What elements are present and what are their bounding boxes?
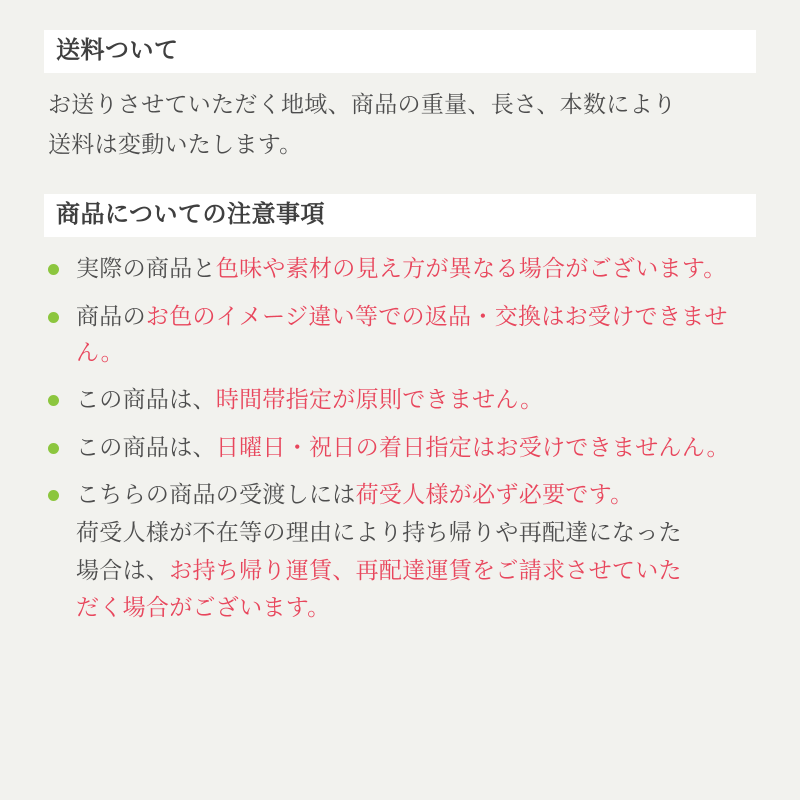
note-lead-text: 実際の商品と — [76, 255, 216, 282]
product-notes-list — [44, 251, 756, 626]
note-tail-text: ん。 — [681, 433, 730, 460]
note-extra-line-1: 荷受人様が不在等の理由により持ち帰りや再配達になった — [76, 519, 682, 546]
note-extra-accent-text: お持ち帰り運賃、再配達運賃をご請求させていた — [169, 556, 682, 583]
note-accent-text: 色味や素材の見え方が異なる場合がございま — [215, 255, 682, 282]
list-item — [44, 430, 756, 466]
note-lead-text: 商品の — [76, 302, 146, 329]
list-item — [44, 382, 756, 418]
bullet-dot-icon — [48, 395, 59, 406]
shipping-paragraph-line-2: 送料は変動いたします。 — [48, 130, 303, 157]
section-heading-product-notes: 商品についての注意事項 — [44, 194, 756, 237]
bullet-dot-icon — [48, 443, 59, 454]
note-accent-text: 時間帯指定が原則できません。 — [215, 386, 544, 413]
note-lead-text: こちらの商品の受渡しには — [76, 481, 356, 508]
note-accent-text: 荷受人様が必ず必要です。 — [355, 481, 634, 508]
list-item — [44, 251, 756, 287]
note-lead-text: この商品は、 — [76, 433, 216, 460]
list-item — [44, 477, 756, 626]
note-lead-text: この商品は、 — [76, 386, 216, 413]
list-item — [44, 299, 756, 370]
note-extra-line-2 — [76, 553, 756, 589]
note-extra-line-3: だく場合がございます。 — [76, 594, 331, 621]
note-extra-lead-text: 場合は、 — [76, 556, 170, 583]
note-tail-text: す。 — [681, 255, 727, 282]
note-accent-text: お色のイメージ違い等での返品・交換はお受けでき — [145, 302, 682, 329]
note-accent-text: 日曜日・祝日の着日指定はお受けできません — [215, 433, 682, 460]
note-tail-text: ません。 — [76, 302, 728, 365]
section-heading-shipping: 送料ついて — [44, 30, 756, 73]
shipping-paragraph-line-1: お送りさせていただく地域、商品の重量、長さ、本数により — [48, 91, 677, 117]
bullet-dot-icon — [48, 490, 59, 501]
bullet-dot-icon — [48, 264, 59, 275]
bullet-dot-icon — [48, 312, 59, 323]
